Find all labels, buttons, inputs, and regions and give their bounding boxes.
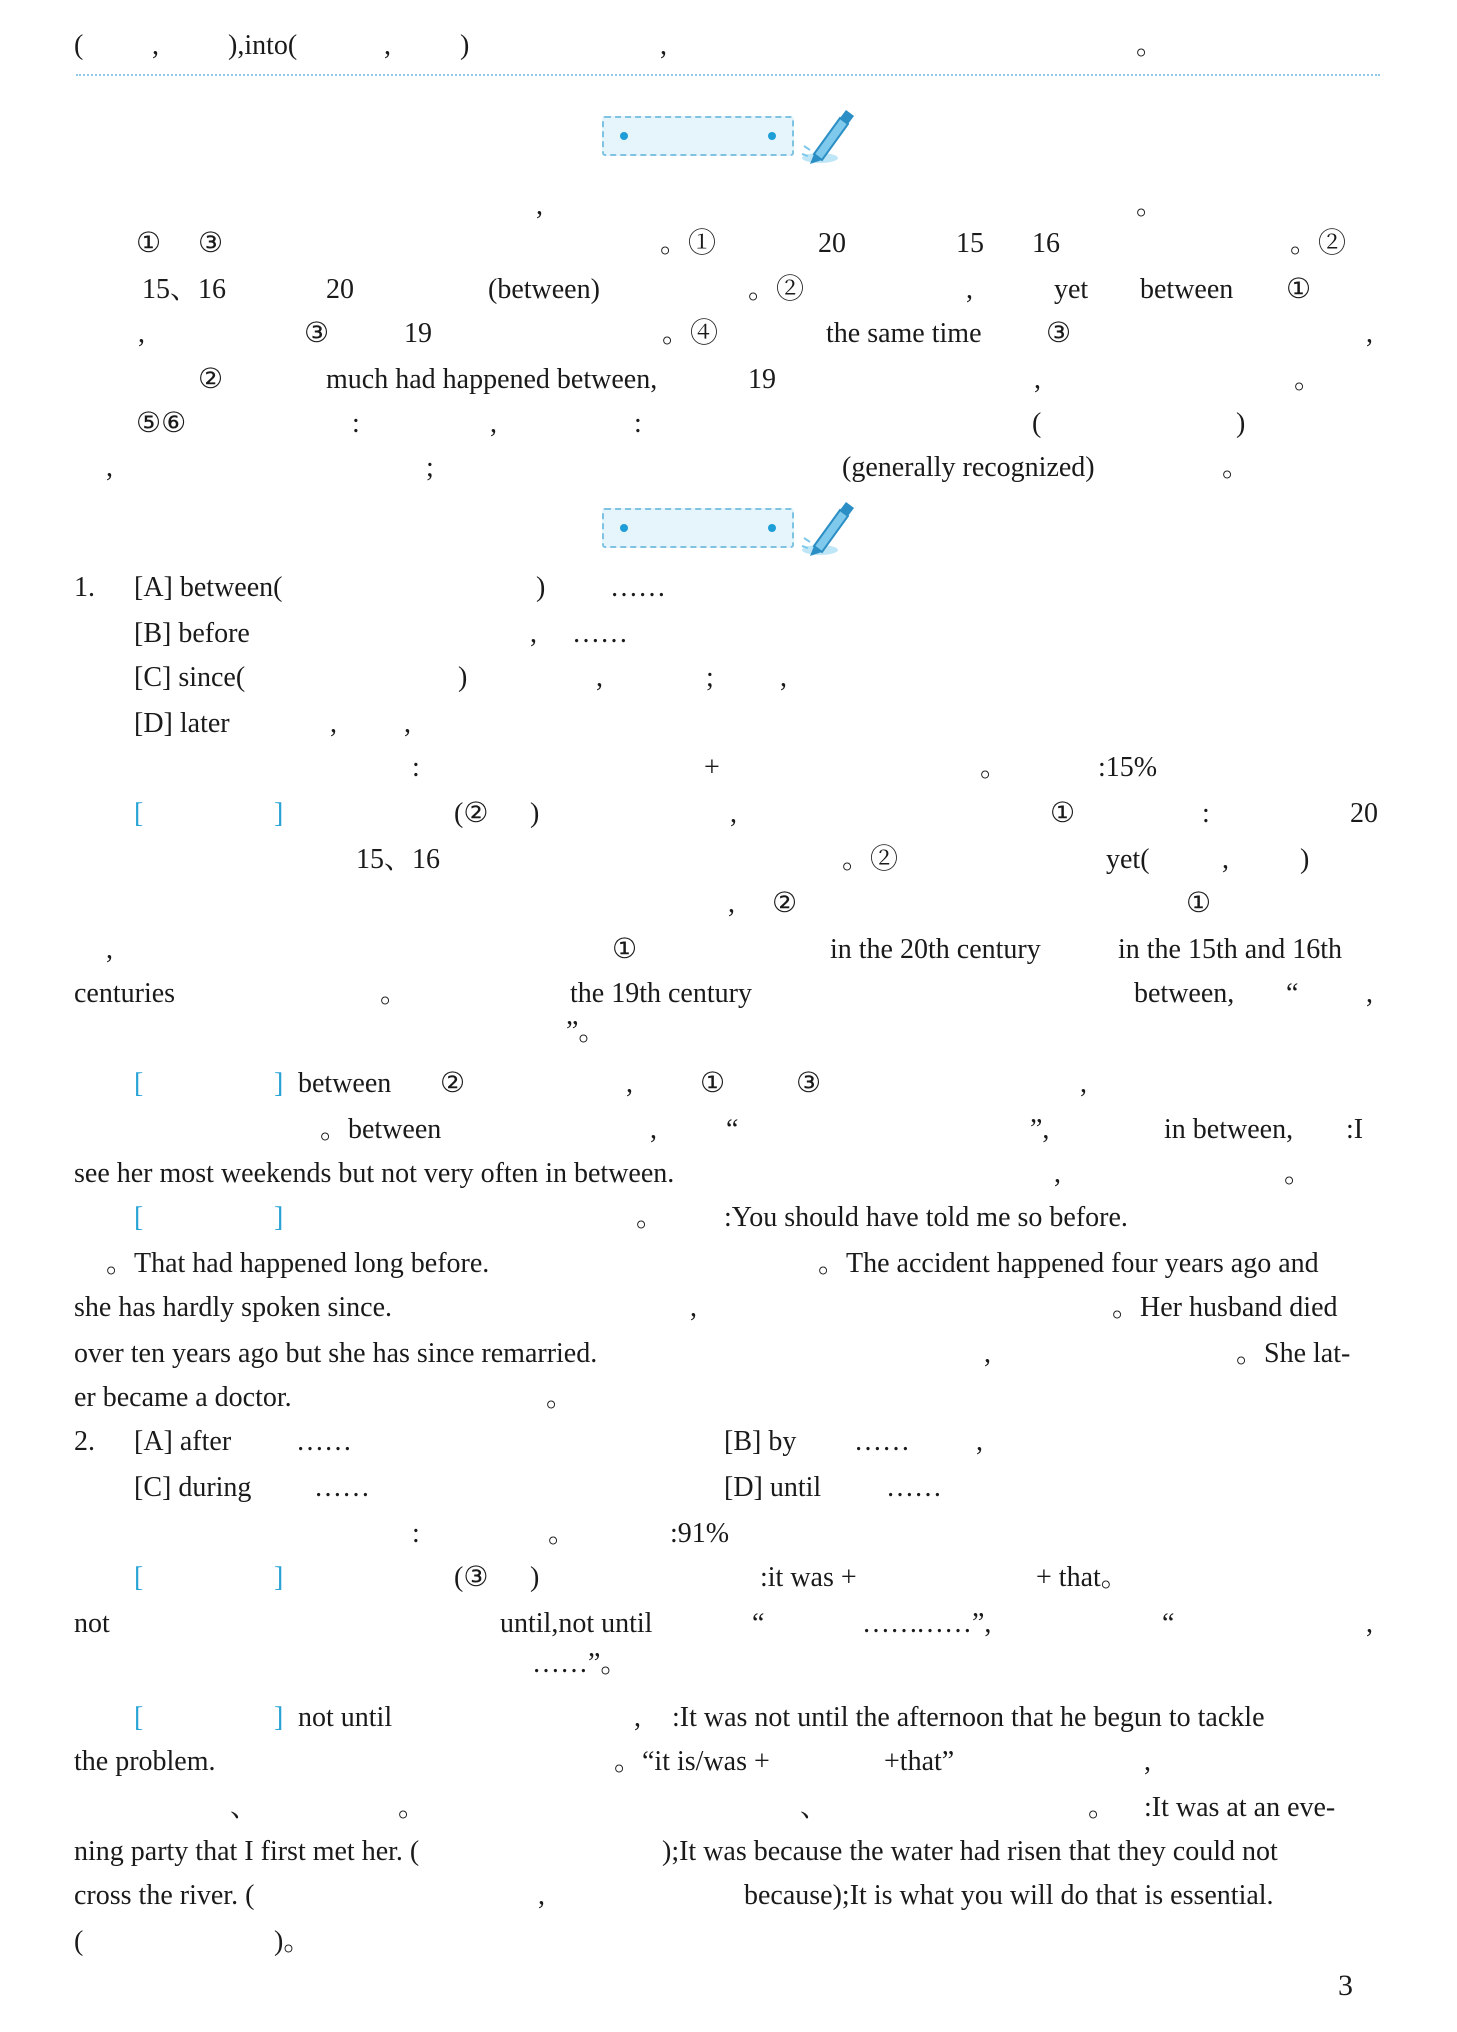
bracket-open: [ xyxy=(134,1068,144,1099)
text: (③ xyxy=(454,1562,489,1593)
text: ① xyxy=(612,934,638,965)
text: …… xyxy=(314,1472,370,1503)
text: ( xyxy=(74,1926,84,1957)
text: , xyxy=(106,934,113,965)
text: ) xyxy=(1236,408,1246,439)
text: ) xyxy=(530,798,540,829)
text: , xyxy=(1222,844,1229,875)
text: “ xyxy=(752,1608,765,1639)
bracket-open: [ xyxy=(134,1562,144,1593)
text: :It was at an eve- xyxy=(1144,1792,1336,1823)
bracket-open: [ xyxy=(134,1202,144,1233)
text: 。① xyxy=(660,228,717,259)
text: ”, xyxy=(1030,1114,1050,1145)
pen-icon xyxy=(796,106,860,170)
text: ”。 xyxy=(566,1016,607,1047)
text: , xyxy=(1080,1068,1087,1099)
banner-dot xyxy=(620,524,628,532)
text: the same time xyxy=(826,318,982,349)
text: over ten years ago but she has since remarried. xyxy=(74,1338,598,1369)
text: 。 xyxy=(1136,190,1165,221)
text: : xyxy=(634,408,642,439)
text: (② xyxy=(454,798,489,829)
text: “ xyxy=(1162,1608,1175,1639)
text: ) xyxy=(458,662,468,693)
text: 。 xyxy=(1222,452,1251,483)
text: , xyxy=(536,190,543,221)
text: , xyxy=(404,708,411,739)
text: ; xyxy=(706,662,714,693)
text: 、 xyxy=(800,1792,829,1823)
question-number: 1. xyxy=(74,572,95,603)
text: 。That had happened long before. xyxy=(106,1248,490,1279)
text: ① xyxy=(1050,798,1076,829)
text: 20 xyxy=(326,274,354,305)
text: : xyxy=(1202,798,1210,829)
text: 15、16 xyxy=(356,844,441,875)
bracket-close: ] xyxy=(274,798,284,829)
text: ① xyxy=(1186,888,1212,919)
option-text: [B] before xyxy=(134,618,250,649)
text: , xyxy=(1366,318,1373,349)
banner-dot xyxy=(768,132,776,140)
bracket-close: ] xyxy=(274,1068,284,1099)
text: , xyxy=(660,30,667,61)
text: , xyxy=(690,1292,697,1323)
pen-icon xyxy=(796,498,860,562)
text: , xyxy=(538,1880,545,1911)
text: ),into( xyxy=(228,30,298,61)
bracket-close: ] xyxy=(274,1702,284,1733)
text: + xyxy=(704,752,720,783)
text: in between, xyxy=(1164,1114,1294,1145)
text: the problem. xyxy=(74,1746,216,1777)
text: :I xyxy=(1346,1114,1364,1145)
text: , xyxy=(1144,1746,1151,1777)
bracket-close: ] xyxy=(274,1202,284,1233)
text: not xyxy=(74,1608,110,1639)
text: , xyxy=(780,662,787,693)
text: 。Her husband died xyxy=(1112,1292,1338,1323)
text: 。 xyxy=(636,1202,665,1233)
text: yet( xyxy=(1106,844,1150,875)
text: 19 xyxy=(748,364,776,395)
text: , xyxy=(138,318,145,349)
text: 16 xyxy=(1032,228,1060,259)
text: ③ xyxy=(1046,318,1072,349)
text: , xyxy=(730,798,737,829)
text: 20 xyxy=(818,228,846,259)
text: in the 20th century xyxy=(830,934,1041,965)
text: er became a doctor. xyxy=(74,1382,292,1413)
text: 。 xyxy=(548,1518,577,1549)
text: 。② xyxy=(748,274,805,305)
text: see her most weekends but not very often in between. xyxy=(74,1158,675,1189)
text: ① xyxy=(700,1068,726,1099)
text: , xyxy=(152,30,159,61)
text: 。④ xyxy=(662,318,719,349)
text: yet xyxy=(1054,274,1089,305)
banner-dot xyxy=(620,132,628,140)
text: );It was because the water had risen that they could not xyxy=(662,1836,1278,1867)
text: ③ xyxy=(198,228,224,259)
text: , xyxy=(1366,978,1373,1009)
text: + that。 xyxy=(1036,1562,1129,1593)
text: 。 xyxy=(1294,364,1323,395)
text: ……”, xyxy=(916,1608,992,1639)
text: …… xyxy=(572,618,628,649)
text: ) xyxy=(536,572,546,603)
text: +that” xyxy=(884,1746,955,1777)
text: : xyxy=(352,408,360,439)
text: ③ xyxy=(796,1068,822,1099)
text: ② xyxy=(772,888,798,919)
text: ) xyxy=(530,1562,540,1593)
option-text: [A] between( xyxy=(134,572,283,603)
text: ……”。 xyxy=(532,1648,629,1679)
text: 。between xyxy=(320,1114,442,1145)
text: …… xyxy=(862,1608,918,1639)
text: (between) xyxy=(488,274,600,305)
text: 。 xyxy=(380,978,409,1009)
text: , xyxy=(634,1702,641,1733)
text: :91% xyxy=(670,1518,730,1549)
text: 、 xyxy=(230,1792,259,1823)
option-text: [B] by xyxy=(724,1426,797,1457)
text: , xyxy=(1054,1158,1061,1189)
section-banner xyxy=(602,508,794,548)
text: centuries xyxy=(74,978,176,1009)
bracket-close: ] xyxy=(274,1562,284,1593)
option-text: [C] since( xyxy=(134,662,246,693)
text: ⑤⑥ xyxy=(136,408,187,439)
text: …… xyxy=(886,1472,942,1503)
text: …… xyxy=(296,1426,352,1457)
text: cross the river. ( xyxy=(74,1880,255,1911)
text: ) xyxy=(1300,844,1310,875)
bracket-open: [ xyxy=(134,1702,144,1733)
text: , xyxy=(384,30,391,61)
text: 20 xyxy=(1350,798,1378,829)
text: , xyxy=(530,618,537,649)
text: between xyxy=(1140,274,1234,305)
text: , xyxy=(728,888,735,919)
text: much had happened between, xyxy=(326,364,658,395)
text: 。 xyxy=(1136,30,1165,61)
text: 。 xyxy=(980,752,1009,783)
text: ( xyxy=(1032,408,1042,439)
text: ① xyxy=(136,228,162,259)
text: , xyxy=(1034,364,1041,395)
option-text: [A] after xyxy=(134,1426,232,1457)
text: :it was + xyxy=(760,1562,857,1593)
text: :It was not until the afternoon that he begun to tackle xyxy=(672,1702,1265,1733)
text: 。② xyxy=(842,844,899,875)
text: 。 xyxy=(546,1382,575,1413)
text: 。② xyxy=(1290,228,1347,259)
option-text: [D] later xyxy=(134,708,230,739)
option-text: [C] during xyxy=(134,1472,252,1503)
text: between, xyxy=(1134,978,1235,1009)
text: between xyxy=(298,1068,392,1099)
text: 15、16 xyxy=(142,274,227,305)
text: she has hardly spoken since. xyxy=(74,1292,393,1323)
text: ③ xyxy=(304,318,330,349)
text: not until xyxy=(298,1702,393,1733)
text: 。She lat- xyxy=(1236,1338,1351,1369)
text: because);It is what you will do that is essential. xyxy=(744,1880,1274,1911)
text: , xyxy=(626,1068,633,1099)
text: 19 xyxy=(404,318,432,349)
text: the 19th century xyxy=(570,978,752,1009)
text: ) xyxy=(460,30,470,61)
text: in the 15th and 16th xyxy=(1118,934,1342,965)
option-text: [D] until xyxy=(724,1472,822,1503)
text: :You should have told me so before. xyxy=(724,1202,1128,1233)
text: 。The accident happened four years ago and xyxy=(818,1248,1319,1279)
text: “ xyxy=(726,1114,739,1145)
text: 。 xyxy=(1284,1158,1313,1189)
text: , xyxy=(490,408,497,439)
text: , xyxy=(1366,1608,1373,1639)
page-number: 3 xyxy=(1338,1969,1353,2002)
text: , xyxy=(976,1426,983,1457)
text: : xyxy=(412,1518,420,1549)
text: “ xyxy=(1286,978,1299,1009)
text: 15 xyxy=(956,228,984,259)
text: , xyxy=(106,452,113,483)
text: , xyxy=(596,662,603,693)
text: ; xyxy=(426,452,434,483)
question-number: 2. xyxy=(74,1426,95,1457)
bracket-open: [ xyxy=(134,798,144,829)
text: 。 xyxy=(1088,1792,1117,1823)
text: )。 xyxy=(274,1926,312,1957)
text: (generally recognized) xyxy=(842,452,1095,483)
text: : xyxy=(412,752,420,783)
text: , xyxy=(330,708,337,739)
text: 。“it is/was + xyxy=(614,1746,770,1777)
text: :15% xyxy=(1098,752,1158,783)
text: …… xyxy=(610,572,666,603)
text: ② xyxy=(198,364,224,395)
text: ( xyxy=(74,30,84,61)
section-banner xyxy=(602,116,794,156)
text: , xyxy=(650,1114,657,1145)
text: ② xyxy=(440,1068,466,1099)
text: until,not until xyxy=(500,1608,653,1639)
text: ning party that I first met her. ( xyxy=(74,1836,420,1867)
banner-dot xyxy=(768,524,776,532)
text: , xyxy=(966,274,973,305)
divider xyxy=(76,74,1380,76)
text: ① xyxy=(1286,274,1312,305)
text: 。 xyxy=(398,1792,427,1823)
text: , xyxy=(984,1338,991,1369)
text: …… xyxy=(854,1426,910,1457)
